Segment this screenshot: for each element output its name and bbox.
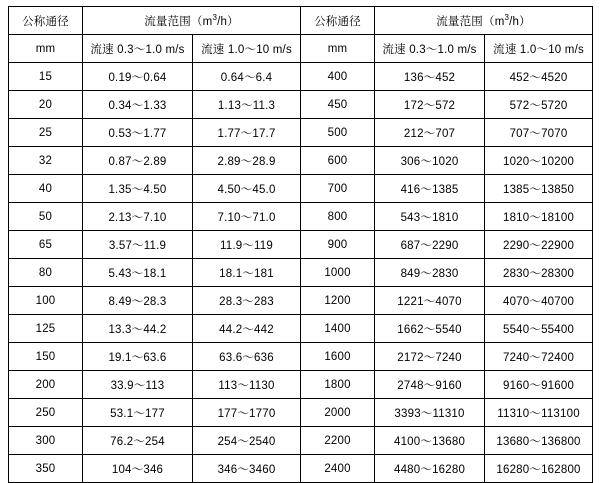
- table-cell: 4070～40700: [485, 287, 593, 315]
- table-row: [9, 371, 593, 399]
- header-flow-range-left-prefix: 流量范围（m: [144, 15, 213, 28]
- table-cell: 1000: [301, 259, 375, 287]
- table-cell: 28.3～283: [193, 287, 301, 315]
- table-row: [9, 231, 593, 259]
- table-cell: 20: [9, 91, 83, 119]
- table-cell: 13680～136800: [485, 427, 593, 455]
- table-cell: 346～3460: [193, 455, 301, 483]
- table-cell: 150: [9, 343, 83, 371]
- table-cell: 18.1～181: [193, 259, 301, 287]
- table-cell: 63.6～636: [193, 343, 301, 371]
- header-flow-range-left: [83, 7, 301, 35]
- table-cell: 19.1～63.6: [83, 343, 193, 371]
- table-cell: 600: [301, 147, 375, 175]
- table-cell: 1200: [301, 287, 375, 315]
- table-cell: 7240～72400: [485, 343, 593, 371]
- table-cell: 687～2290: [375, 231, 485, 259]
- table-cell: 2.13～7.10: [83, 203, 193, 231]
- header-speed-high-right: 流速 1.0～10 m/s: [485, 35, 593, 63]
- table-cell: 3.57～11.9: [83, 231, 193, 259]
- table-cell: 13.3～44.2: [83, 315, 193, 343]
- header-flow-range-left-sup: 3: [212, 12, 218, 22]
- table-cell: 9160～91600: [485, 371, 593, 399]
- table-cell: 1385～13850: [485, 175, 593, 203]
- header-unit-left: mm: [9, 35, 83, 63]
- table-cell: 53.1～177: [83, 399, 193, 427]
- table-cell: 1662～5540: [375, 315, 485, 343]
- table-cell: 500: [301, 119, 375, 147]
- header-speed-high-left: 流速 1.0～10 m/s: [193, 35, 301, 63]
- table-cell: 250: [9, 399, 83, 427]
- table-cell: 200: [9, 371, 83, 399]
- table-cell: 300: [9, 427, 83, 455]
- header-flow-range-right-prefix: 流量范围（m: [436, 15, 505, 28]
- table-cell: 100: [9, 287, 83, 315]
- table-cell: 2000: [301, 399, 375, 427]
- table-cell: 4100～13680: [375, 427, 485, 455]
- header-unit-right: mm: [301, 35, 375, 63]
- header-speed-low-left: 流速 0.3～1.0 m/s: [83, 35, 193, 63]
- table-cell: 572～5720: [485, 91, 593, 119]
- table-cell: 212～707: [375, 119, 485, 147]
- table-cell: 416～1385: [375, 175, 485, 203]
- header-speed-low-right: 流速 0.3～1.0 m/s: [375, 35, 485, 63]
- header-dn-right: 公称通径: [301, 7, 375, 35]
- table-cell: 800: [301, 203, 375, 231]
- table-cell: 7.10～71.0: [193, 203, 301, 231]
- table-row: [9, 315, 593, 343]
- header-flow-range-right-sup: 3: [504, 12, 510, 22]
- table-cell: 44.2～442: [193, 315, 301, 343]
- table-cell: 700: [301, 175, 375, 203]
- table-cell: 1.77～17.7: [193, 119, 301, 147]
- table-cell: 80: [9, 259, 83, 287]
- table-cell: 1020～10200: [485, 147, 593, 175]
- table-cell: 2748～9160: [375, 371, 485, 399]
- header-row-sub: [9, 35, 593, 63]
- table-row: [9, 343, 593, 371]
- header-flow-range-left-suffix: /h）: [217, 15, 239, 28]
- table-row: [9, 259, 593, 287]
- table-cell: 2172～7240: [375, 343, 485, 371]
- table-cell: 2830～28300: [485, 259, 593, 287]
- table-cell: 5.43～18.1: [83, 259, 193, 287]
- table-cell: 1.35～4.50: [83, 175, 193, 203]
- table-row: [9, 399, 593, 427]
- table-cell: 1810～18100: [485, 203, 593, 231]
- table-cell: 0.53～1.77: [83, 119, 193, 147]
- table-cell: 2.89～28.9: [193, 147, 301, 175]
- table-row: [9, 203, 593, 231]
- table-cell: 8.49～28.3: [83, 287, 193, 315]
- table-row: [9, 91, 593, 119]
- table-cell: 350: [9, 455, 83, 483]
- table-cell: 1.13～11.3: [193, 91, 301, 119]
- table-row: [9, 287, 593, 315]
- table-row: [9, 119, 593, 147]
- table-row: [9, 455, 593, 483]
- table-cell: 11.9～119: [193, 231, 301, 259]
- table-row: [9, 175, 593, 203]
- table-cell: 65: [9, 231, 83, 259]
- table-cell: 400: [301, 63, 375, 91]
- table-cell: 2400: [301, 455, 375, 483]
- table-row: [9, 63, 593, 91]
- flow-range-table: [8, 6, 593, 483]
- table-cell: 2200: [301, 427, 375, 455]
- table-cell: 0.19～0.64: [83, 63, 193, 91]
- table-cell: 11310～113100: [485, 399, 593, 427]
- table-cell: 900: [301, 231, 375, 259]
- table-cell: 172～572: [375, 91, 485, 119]
- table-cell: 50: [9, 203, 83, 231]
- table-cell: 15: [9, 63, 83, 91]
- table-cell: 849～2830: [375, 259, 485, 287]
- table-cell: 5540～55400: [485, 315, 593, 343]
- table-cell: 1400: [301, 315, 375, 343]
- table-cell: 0.87～2.89: [83, 147, 193, 175]
- table-cell: 707～7070: [485, 119, 593, 147]
- table-cell: 2290～22900: [485, 231, 593, 259]
- table-header: [9, 7, 593, 63]
- table-body: [9, 63, 593, 483]
- table-cell: 450: [301, 91, 375, 119]
- table-cell: 104～346: [83, 455, 193, 483]
- table-cell: 1221～4070: [375, 287, 485, 315]
- table-row: [9, 427, 593, 455]
- table-cell: 177～1770: [193, 399, 301, 427]
- header-row-main: [9, 7, 593, 35]
- table-cell: 125: [9, 315, 83, 343]
- table-cell: 76.2～254: [83, 427, 193, 455]
- table-cell: 543～1810: [375, 203, 485, 231]
- table-cell: 4.50～45.0: [193, 175, 301, 203]
- table-cell: 16280～162800: [485, 455, 593, 483]
- table-cell: 32: [9, 147, 83, 175]
- table-cell: 33.9～113: [83, 371, 193, 399]
- table-cell: 40: [9, 175, 83, 203]
- table-cell: 1800: [301, 371, 375, 399]
- table-row: [9, 147, 593, 175]
- table-cell: 1600: [301, 343, 375, 371]
- table-cell: 0.34～1.33: [83, 91, 193, 119]
- header-dn-left: 公称通径: [9, 7, 83, 35]
- table-cell: 0.64～6.4: [193, 63, 301, 91]
- table-cell: 254～2540: [193, 427, 301, 455]
- table-cell: 4480～16280: [375, 455, 485, 483]
- header-flow-range-right: [375, 7, 593, 35]
- header-flow-range-right-suffix: /h）: [509, 15, 531, 28]
- table-cell: 25: [9, 119, 83, 147]
- table-cell: 452～4520: [485, 63, 593, 91]
- table-cell: 3393～11310: [375, 399, 485, 427]
- table-cell: 136～452: [375, 63, 485, 91]
- table-cell: 113～1130: [193, 371, 301, 399]
- table-cell: 306～1020: [375, 147, 485, 175]
